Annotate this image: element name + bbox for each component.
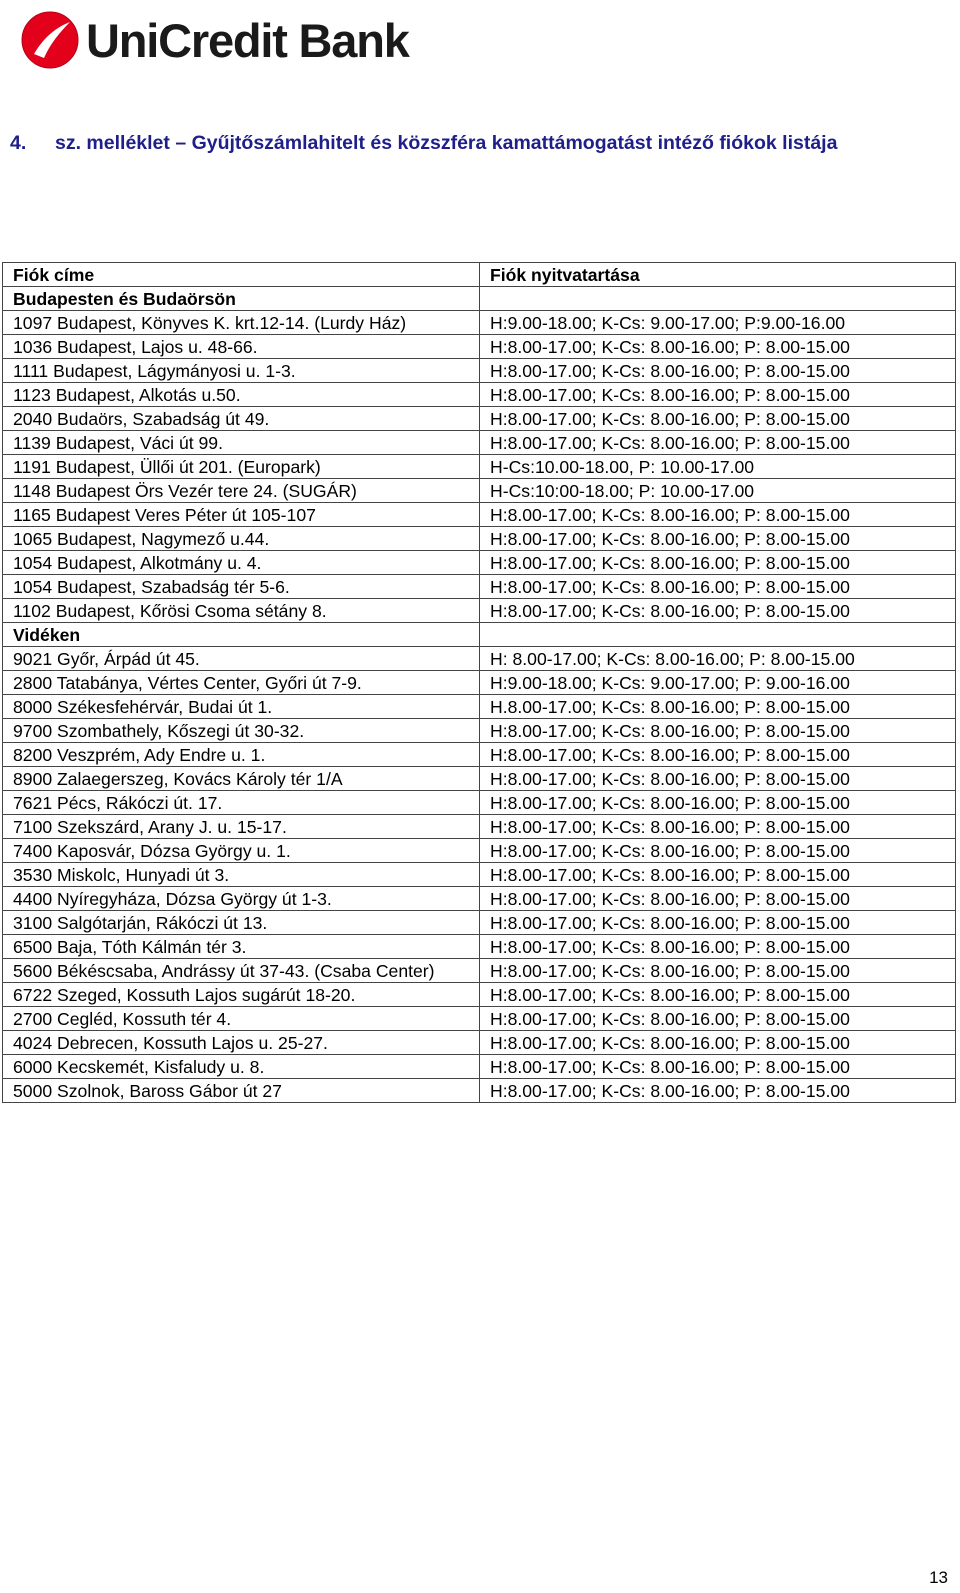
branch-address: 7100 Szekszárd, Arany J. u. 15-17. — [3, 815, 480, 839]
branch-hours: H:8.00-17.00; K-Cs: 8.00-16.00; P: 8.00-15.00 — [480, 839, 956, 863]
section-row — [3, 623, 956, 647]
branch-hours: H:8.00-17.00; K-Cs: 8.00-16.00; P: 8.00-15.00 — [480, 383, 956, 407]
branch-address: 8900 Zalaegerszeg, Kovács Károly tér 1/A — [3, 767, 480, 791]
table-row — [3, 359, 956, 383]
branch-hours: H:8.00-17.00; K-Cs: 8.00-16.00; P: 8.00-15.00 — [480, 863, 956, 887]
table-row — [3, 311, 956, 335]
branch-address: 4024 Debrecen, Kossuth Lajos u. 25-27. — [3, 1031, 480, 1055]
branch-hours: H:9.00-18.00; K-Cs: 9.00-17.00; P: 9.00-16.00 — [480, 671, 956, 695]
branch-address: 5600 Békéscsaba, Andrássy út 37-43. (Csaba Center) — [3, 959, 480, 983]
branch-hours: H:8.00-17.00; K-Cs: 8.00-16.00; P: 8.00-15.00 — [480, 599, 956, 623]
table-row — [3, 599, 956, 623]
unicredit-logo-icon — [20, 10, 80, 70]
branch-hours: H:8.00-17.00; K-Cs: 8.00-16.00; P: 8.00-15.00 — [480, 1007, 956, 1031]
branch-address: 4400 Nyíregyháza, Dózsa György út 1-3. — [3, 887, 480, 911]
section-title: Budapesten és Budaörsön — [3, 287, 480, 311]
header-address: Fiók címe — [3, 263, 480, 287]
logo-text: UniCredit Bank — [86, 13, 409, 67]
branch-hours: H:8.00-17.00; K-Cs: 8.00-16.00; P: 8.00-15.00 — [480, 431, 956, 455]
branch-address: 3530 Miskolc, Hunyadi út 3. — [3, 863, 480, 887]
heading-title: sz. melléklet – Gyűjtőszámlahitelt és közszféra kamattámogatást intéző fiókok listája — [55, 132, 838, 154]
heading-number: 4. — [10, 132, 27, 154]
table-row — [3, 863, 956, 887]
branch-address: 1036 Budapest, Lajos u. 48-66. — [3, 335, 480, 359]
branch-hours: H:8.00-17.00; K-Cs: 8.00-16.00; P: 8.00-15.00 — [480, 791, 956, 815]
branch-address: 5000 Szolnok, Baross Gábor út 27 — [3, 1079, 480, 1103]
bank-logo — [20, 8, 409, 72]
branch-hours: H:8.00-17.00; K-Cs: 8.00-16.00; P: 8.00-15.00 — [480, 719, 956, 743]
branch-address: 1097 Budapest, Könyves K. krt.12-14. (Lurdy Ház) — [3, 311, 480, 335]
branch-address: 2800 Tatabánya, Vértes Center, Győri út 7-9. — [3, 671, 480, 695]
branch-hours: H:8.00-17.00; K-Cs: 8.00-16.00; P: 8.00-15.00 — [480, 1079, 956, 1103]
branch-address: 7400 Kaposvár, Dózsa György u. 1. — [3, 839, 480, 863]
branch-hours: H:8.00-17.00; K-Cs: 8.00-16.00; P: 8.00-15.00 — [480, 359, 956, 383]
branch-address: 7621 Pécs, Rákóczi út. 17. — [3, 791, 480, 815]
branch-hours: H:8.00-17.00; K-Cs: 8.00-16.00; P: 8.00-15.00 — [480, 743, 956, 767]
branch-address: 1054 Budapest, Alkotmány u. 4. — [3, 551, 480, 575]
section-empty-cell — [480, 287, 956, 311]
table-row — [3, 959, 956, 983]
table-row — [3, 335, 956, 359]
branch-address: 3100 Salgótarján, Rákóczi út 13. — [3, 911, 480, 935]
branch-address: 9021 Győr, Árpád út 45. — [3, 647, 480, 671]
branch-hours: H:8.00-17.00; K-Cs: 8.00-16.00; P: 8.00-15.00 — [480, 407, 956, 431]
branch-table — [2, 262, 956, 1103]
table-row — [3, 1007, 956, 1031]
branch-address: 1139 Budapest, Váci út 99. — [3, 431, 480, 455]
branch-hours: H:8.00-17.00; K-Cs: 8.00-16.00; P: 8.00-15.00 — [480, 527, 956, 551]
table-row — [3, 839, 956, 863]
branch-hours: H: 8.00-17.00; K-Cs: 8.00-16.00; P: 8.00-15.00 — [480, 647, 956, 671]
section-row — [3, 287, 956, 311]
branch-address: 1102 Budapest, Kőrösi Csoma sétány 8. — [3, 599, 480, 623]
table-row — [3, 695, 956, 719]
branch-hours: H:8.00-17.00; K-Cs: 8.00-16.00; P: 8.00-15.00 — [480, 503, 956, 527]
table-row — [3, 647, 956, 671]
branch-hours: H:8.00-17.00; K-Cs: 8.00-16.00; P: 8.00-15.00 — [480, 887, 956, 911]
branch-hours: H:8.00-17.00; K-Cs: 8.00-16.00; P: 8.00-15.00 — [480, 935, 956, 959]
branch-address: 6000 Kecskemét, Kisfaludy u. 8. — [3, 1055, 480, 1079]
branch-hours: H:8.00-17.00; K-Cs: 8.00-16.00; P: 8.00-15.00 — [480, 959, 956, 983]
branch-hours: H:8.00-17.00; K-Cs: 8.00-16.00; P: 8.00-15.00 — [480, 767, 956, 791]
table-row — [3, 719, 956, 743]
table-row — [3, 1031, 956, 1055]
branch-address: 9700 Szombathely, Kőszegi út 30-32. — [3, 719, 480, 743]
branch-address: 2700 Cegléd, Kossuth tér 4. — [3, 1007, 480, 1031]
table-row — [3, 479, 956, 503]
header-hours: Fiók nyitvatartása — [480, 263, 956, 287]
section-empty-cell — [480, 623, 956, 647]
branch-hours: H:8.00-17.00; K-Cs: 8.00-16.00; P: 8.00-15.00 — [480, 551, 956, 575]
table-row — [3, 551, 956, 575]
branch-table-body — [3, 263, 956, 1103]
table-row — [3, 671, 956, 695]
table-row — [3, 887, 956, 911]
page-heading — [10, 128, 910, 158]
branch-address: 1191 Budapest, Üllői út 201. (Europark) — [3, 455, 480, 479]
table-row — [3, 407, 956, 431]
branch-address: 1065 Budapest, Nagymező u.44. — [3, 527, 480, 551]
table-row — [3, 1055, 956, 1079]
branch-address: 6722 Szeged, Kossuth Lajos sugárút 18-20. — [3, 983, 480, 1007]
branch-address: 1148 Budapest Örs Vezér tere 24. (SUGÁR) — [3, 479, 480, 503]
branch-address: 1165 Budapest Veres Péter út 105-107 — [3, 503, 480, 527]
table-row — [3, 383, 956, 407]
branch-hours: H-Cs:10:00-18.00; P: 10.00-17.00 — [480, 479, 956, 503]
table-row — [3, 431, 956, 455]
branch-hours: H.8.00-17.00; K-Cs: 8.00-16.00; P: 8.00-15.00 — [480, 695, 956, 719]
branch-hours: H:8.00-17.00; K-Cs: 8.00-16.00; P: 8.00-15.00 — [480, 335, 956, 359]
branch-address: 8200 Veszprém, Ady Endre u. 1. — [3, 743, 480, 767]
branch-address: 2040 Budaörs, Szabadság út 49. — [3, 407, 480, 431]
table-row — [3, 503, 956, 527]
section-title: Vidéken — [3, 623, 480, 647]
branch-hours: H:8.00-17.00; K-Cs: 8.00-16.00; P: 8.00-15.00 — [480, 911, 956, 935]
table-row — [3, 767, 956, 791]
table-row — [3, 743, 956, 767]
branch-address: 1111 Budapest, Lágymányosi u. 1-3. — [3, 359, 480, 383]
branch-address: 1054 Budapest, Szabadság tér 5-6. — [3, 575, 480, 599]
branch-hours: H-Cs:10.00-18.00, P: 10.00-17.00 — [480, 455, 956, 479]
branch-hours: H:8.00-17.00; K-Cs: 8.00-16.00; P: 8.00-15.00 — [480, 1055, 956, 1079]
table-row — [3, 527, 956, 551]
table-header-row — [3, 263, 956, 287]
table-row — [3, 575, 956, 599]
branch-hours: H:9.00-18.00; K-Cs: 9.00-17.00; P:9.00-16.00 — [480, 311, 956, 335]
table-row — [3, 815, 956, 839]
table-row — [3, 455, 956, 479]
page-number: 13 — [929, 1568, 948, 1587]
branch-hours: H:8.00-17.00; K-Cs: 8.00-16.00; P: 8.00-15.00 — [480, 575, 956, 599]
branch-address: 6500 Baja, Tóth Kálmán tér 3. — [3, 935, 480, 959]
branch-hours: H:8.00-17.00; K-Cs: 8.00-16.00; P: 8.00-15.00 — [480, 815, 956, 839]
table-row — [3, 911, 956, 935]
branch-address: 1123 Budapest, Alkotás u.50. — [3, 383, 480, 407]
branch-hours: H:8.00-17.00; K-Cs: 8.00-16.00; P: 8.00-15.00 — [480, 983, 956, 1007]
branch-hours: H:8.00-17.00; K-Cs: 8.00-16.00; P: 8.00-15.00 — [480, 1031, 956, 1055]
table-row — [3, 983, 956, 1007]
table-row — [3, 1079, 956, 1103]
table-row — [3, 791, 956, 815]
branch-address: 8000 Székesfehérvár, Budai út 1. — [3, 695, 480, 719]
table-row — [3, 935, 956, 959]
